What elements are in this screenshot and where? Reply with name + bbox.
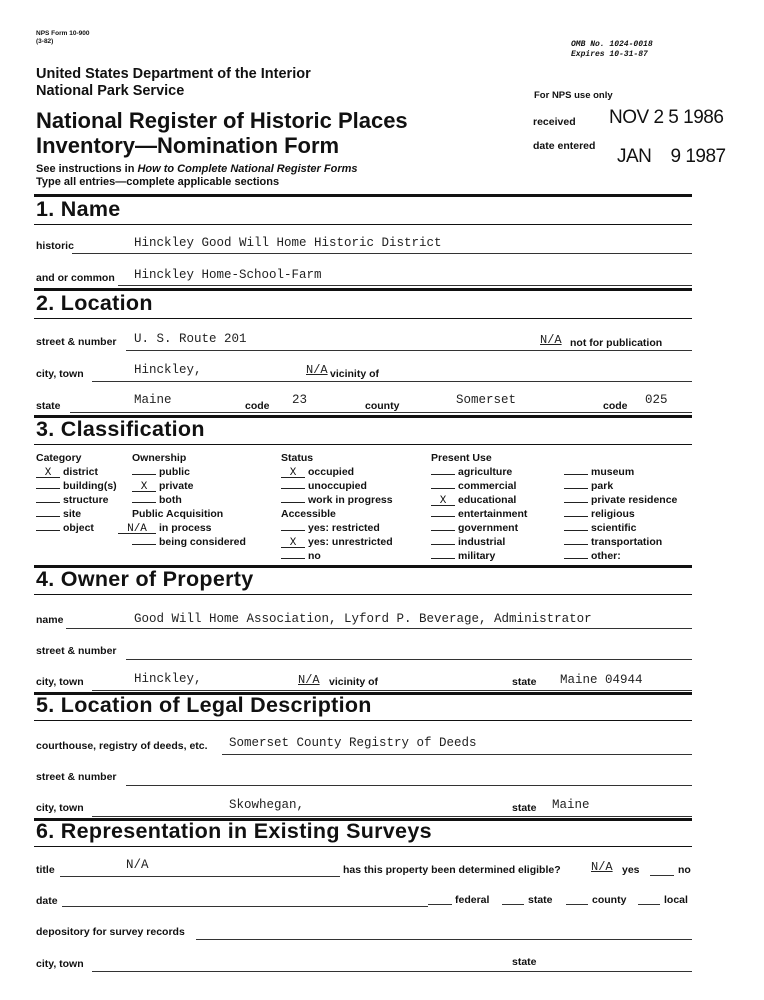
courthouse-value: Somerset County Registry of Deeds xyxy=(229,736,477,750)
vicinity-label: vicinity of xyxy=(330,368,380,380)
present-use-item[interactable]: X educational xyxy=(431,493,527,507)
county-label: county xyxy=(365,400,400,412)
survey-title-value: N/A xyxy=(126,858,149,872)
state-code-label: code xyxy=(245,400,270,412)
status-item[interactable]: X occupied xyxy=(281,465,393,479)
field-line xyxy=(118,285,692,286)
form-number-line2: (3-82) xyxy=(36,38,54,45)
section-3-title: 3. Classification xyxy=(36,417,205,441)
owner-state-label: state xyxy=(512,676,537,688)
field-line xyxy=(126,659,692,660)
category-item[interactable]: X district xyxy=(36,465,117,479)
legal-state-label: state xyxy=(512,802,537,814)
received-label: received xyxy=(533,116,576,128)
form-number-line1: NPS Form 10-900 xyxy=(36,30,90,37)
state-level-label: state xyxy=(528,894,553,906)
status-item[interactable]: unoccupied xyxy=(281,479,393,493)
depository-label: depository for survey records xyxy=(36,926,185,938)
field-line xyxy=(196,939,692,940)
omb-number xyxy=(571,40,653,60)
present-use-item[interactable]: other: xyxy=(564,549,677,563)
state-label: state xyxy=(36,400,61,412)
owner-name-value: Good Will Home Association, Lyford P. Beverage, Administrator xyxy=(134,612,592,626)
owner-street-label: street & number xyxy=(36,645,117,657)
public-acquisition-header: Public Acquisition xyxy=(132,508,224,520)
historic-label: historic xyxy=(36,240,74,252)
date-entered-stamp: JAN 9 1987 xyxy=(617,146,726,167)
eligible-yes-label: yes xyxy=(622,864,640,876)
field-line xyxy=(60,876,340,877)
not-for-publication-label: not for publication xyxy=(570,337,663,349)
ownership-header: Ownership xyxy=(132,452,187,464)
survey-date-label: date xyxy=(36,895,58,907)
form-title xyxy=(36,108,408,158)
county-value: Somerset xyxy=(456,393,517,407)
form-number xyxy=(36,30,89,46)
field-line xyxy=(126,350,692,351)
accessible-item[interactable]: no xyxy=(281,549,393,563)
present-use-item[interactable]: commercial xyxy=(431,479,527,493)
present-use-item[interactable]: park xyxy=(564,479,677,493)
instructions-line2: Type all entries—complete applicable sections xyxy=(36,176,280,188)
legal-state-value: Maine xyxy=(552,798,590,812)
status-item[interactable]: work in progress xyxy=(281,493,393,507)
section-5-title: 5. Location of Legal Description xyxy=(36,693,372,717)
depository-city-label: city, town xyxy=(36,958,84,970)
field-line xyxy=(222,754,692,755)
present-use-item[interactable]: transportation xyxy=(564,535,677,549)
county-code-label: code xyxy=(603,400,628,412)
present-use-group xyxy=(431,452,527,563)
eligible-no-blank[interactable] xyxy=(650,875,674,876)
section-rule xyxy=(34,594,692,595)
category-group xyxy=(36,452,117,535)
accessible-item[interactable]: X yes: unrestricted xyxy=(281,535,393,549)
received-date-stamp: NOV 2 5 1986 xyxy=(609,107,724,128)
section-4-title: 4. Owner of Property xyxy=(36,567,254,591)
local-level-label: local xyxy=(664,894,688,906)
category-item[interactable]: site xyxy=(36,507,117,521)
county-level-label: county xyxy=(592,894,627,906)
courthouse-label: courthouse, registry of deeds, etc. xyxy=(36,740,208,752)
section-rule xyxy=(34,720,692,721)
owner-vicinity-mark: N/A xyxy=(298,673,320,687)
legal-city-value: Skowhegan, xyxy=(229,798,305,812)
historic-name-value: Hinckley Good Will Home Historic District xyxy=(134,236,442,250)
section-rule xyxy=(34,194,692,197)
survey-title-label: title xyxy=(36,864,55,876)
field-line xyxy=(126,785,692,786)
form-title-line2: Inventory—Nomination Form xyxy=(36,133,340,158)
city-value: Hinckley, xyxy=(134,363,202,377)
legal-street-label: street & number xyxy=(36,771,117,783)
field-line xyxy=(92,690,692,691)
category-item[interactable]: object xyxy=(36,521,117,535)
instructions: See instructions in How to Complete National Register Forms Type all entries—complete applicable sections xyxy=(36,163,358,188)
section-rule xyxy=(34,224,692,225)
field-line xyxy=(72,253,692,254)
omb-expires: Expires 10-31-87 xyxy=(571,50,648,59)
present-use-item[interactable]: scientific xyxy=(564,521,677,535)
present-use-item[interactable]: industrial xyxy=(431,535,527,549)
field-line xyxy=(92,816,692,817)
section-rule xyxy=(34,846,692,847)
nps-use-header: For NPS use only xyxy=(534,90,613,101)
common-name-label: and or common xyxy=(36,272,115,284)
agency-dept: United States Department of the Interior xyxy=(36,66,311,82)
field-line xyxy=(66,628,692,629)
ownership-item[interactable]: X private xyxy=(132,479,246,493)
form-title-line1: National Register of Historic Places xyxy=(36,108,408,133)
not-for-publication-mark: N/A xyxy=(540,333,562,347)
street-number-label: street & number xyxy=(36,336,117,348)
state-blank[interactable] xyxy=(502,904,524,905)
street-value: U. S. Route 201 xyxy=(134,332,247,346)
owner-vicinity-label: vicinity of xyxy=(329,676,379,688)
eligible-yes-mark[interactable]: N/A xyxy=(591,860,613,874)
omb-line1: OMB No. 1024-0018 xyxy=(571,40,653,49)
present-use-item[interactable]: military xyxy=(431,549,527,563)
county-blank[interactable] xyxy=(566,904,588,905)
agency-service: National Park Service xyxy=(36,83,185,99)
present-use-item[interactable]: government xyxy=(431,521,527,535)
eligible-question-label: has this property been determined eligible? xyxy=(343,864,561,876)
city-town-label: city, town xyxy=(36,368,84,380)
ownership-item[interactable]: both xyxy=(132,493,246,507)
present-use-header: Present Use xyxy=(431,452,492,464)
category-header: Category xyxy=(36,452,82,464)
field-line xyxy=(62,906,428,907)
present-use-item[interactable]: entertainment xyxy=(431,507,527,521)
present-use-item[interactable]: museum xyxy=(564,465,677,479)
state-value: Maine xyxy=(134,393,172,407)
agency xyxy=(36,66,311,100)
legal-city-label: city, town xyxy=(36,802,84,814)
vicinity-mark: N/A xyxy=(306,363,328,377)
section-rule xyxy=(34,444,692,445)
date-entered-label: date entered xyxy=(533,140,596,152)
instructions-guide-title: How to Complete National Register Forms xyxy=(137,163,358,175)
accessible-item[interactable]: yes: restricted xyxy=(281,521,393,535)
present-use-item[interactable]: religious xyxy=(564,507,677,521)
field-line xyxy=(92,971,692,972)
owner-name-label: name xyxy=(36,614,64,626)
county-code-value: 025 xyxy=(645,393,668,407)
category-item[interactable]: building(s) xyxy=(36,479,117,493)
field-line xyxy=(70,412,692,413)
federal-label: federal xyxy=(455,894,490,906)
field-line xyxy=(92,381,692,382)
state-code-value: 23 xyxy=(292,393,308,407)
acquisition-item[interactable]: N/A in process xyxy=(118,521,246,535)
owner-city-value: Hinckley, xyxy=(134,672,202,686)
eligible-no-label: no xyxy=(678,864,691,876)
category-item[interactable]: structure xyxy=(36,493,117,507)
section-6-title: 6. Representation in Existing Surveys xyxy=(36,819,432,843)
depository-state-label: state xyxy=(512,956,537,968)
acquisition-item[interactable]: being considered xyxy=(132,535,246,549)
ownership-group xyxy=(127,452,246,549)
owner-city-label: city, town xyxy=(36,676,84,688)
section-1-title: 1. Name xyxy=(36,197,121,221)
present-use-group-2 xyxy=(564,465,677,563)
section-2-title: 2. Location xyxy=(36,291,153,315)
present-use-item[interactable]: agriculture xyxy=(431,465,527,479)
status-header: Status xyxy=(281,452,314,464)
ownership-item[interactable]: public xyxy=(132,465,246,479)
federal-blank[interactable] xyxy=(428,904,452,905)
status-group xyxy=(281,452,393,563)
accessible-header: Accessible xyxy=(281,508,336,520)
present-use-item[interactable]: private residence xyxy=(564,493,677,507)
owner-state-value: Maine 04944 xyxy=(560,673,643,687)
common-name-value: Hinckley Home-School-Farm xyxy=(134,268,322,282)
section-rule xyxy=(34,318,692,319)
local-blank[interactable] xyxy=(638,904,660,905)
